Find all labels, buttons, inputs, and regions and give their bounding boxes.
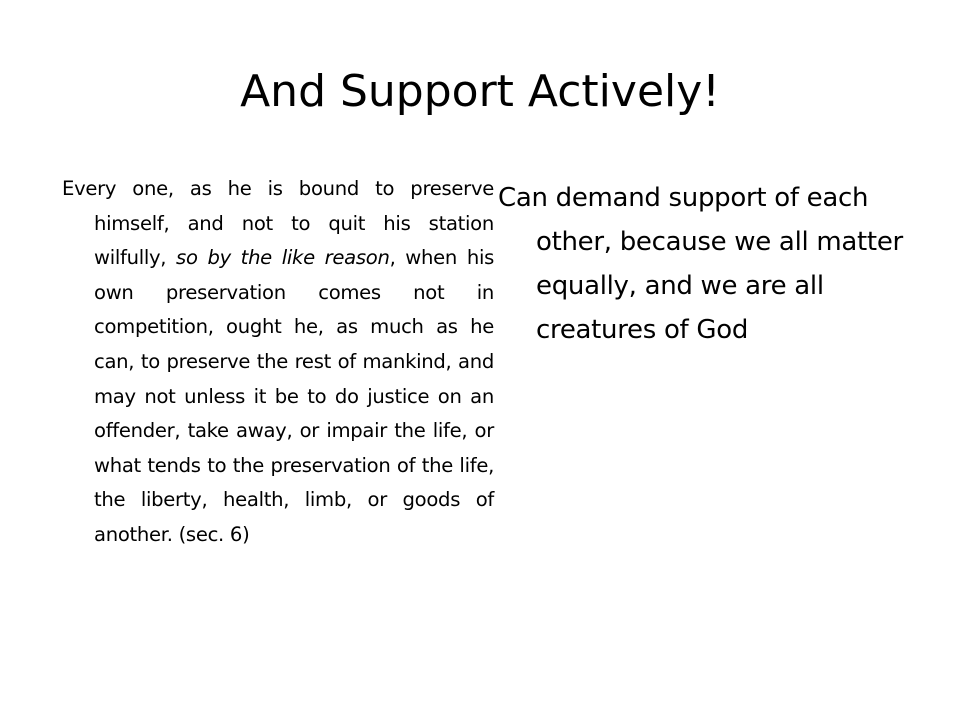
quote-text-part3: , when his own preservation comes not in competition, ought he, as much as he can, to preserve the rest of mankind, and may not unless it be to do justice on an offender, take away, or impair the life, or what tends to the preservation of the life, the liberty, health, limb, or goods of another. (sec. 6) bbox=[94, 246, 494, 546]
quote-text-part1: Every one, as he is bound to preserve himself, and not to quit his station wilfully, bbox=[62, 177, 494, 270]
left-column-quote bbox=[62, 172, 494, 553]
slide-title: And Support Actively! bbox=[240, 66, 720, 117]
quote-text-italic: so by the like reason bbox=[176, 246, 390, 270]
right-column-text: Can demand support of each other, because we all matter equally, and we are all creatures of God bbox=[498, 183, 903, 345]
